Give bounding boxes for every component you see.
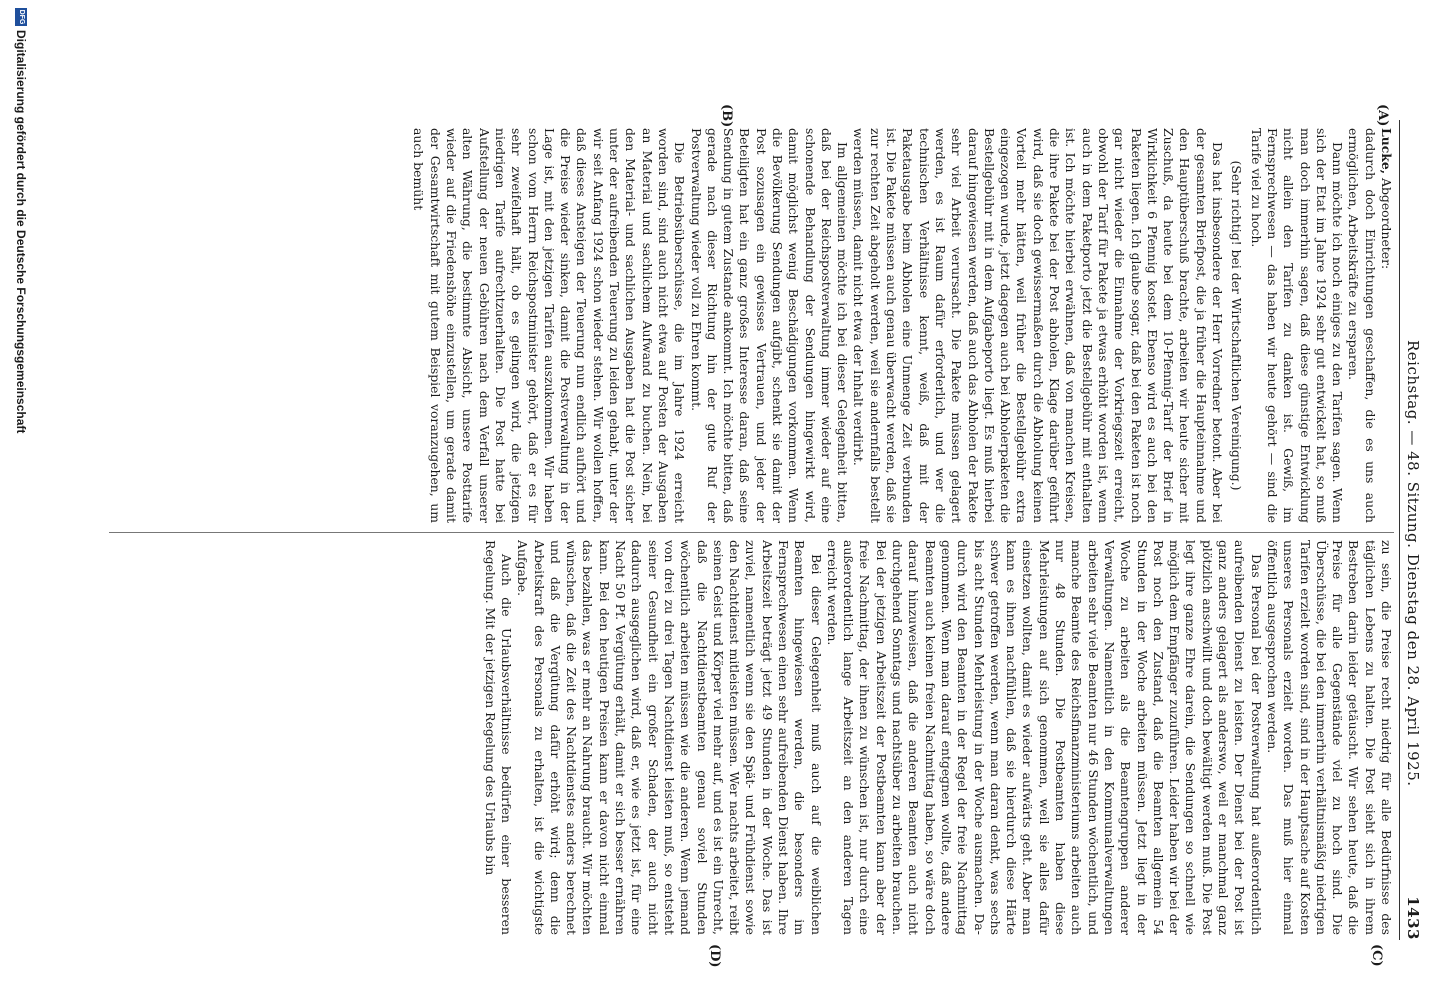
column-divider	[109, 532, 1394, 533]
page-header	[1400, 120, 1426, 940]
dfg-logo: DFG	[15, 8, 27, 26]
paragraph: dadurch doch Einrichtungen geschaffen, die es uns auch ermöglichen, Arbeitskräfte zu ersparen.	[1346, 128, 1378, 523]
margin-marker-d: (D)	[707, 944, 722, 968]
paragraph: Das hat insbesondere der Herr Vorredner betont. Aber bei der gesamten Briefpost, die ja früher die Haupteinnahme und den Hauptüberschuß brachte, arbeiten wir heute sicher mit Zuschuß, da heute bei dem 10-Pfennig-Tarif der Brief in Wirklichkeit 6 Pfennig kostet. Ebenso wird es auch bei den Paketen liegen. Ich glaube sogar, daß bei den Paketen ist noch gar nicht wieder die Einnahme der Vorkriegszeit erreicht, obwohl der Tarif für Pakete ja etwas erhöht worden ist, wenn auch in dem Paketporto jetzt die Bestellgebühr mit enthalten ist. Ich möchte hierbei erwähnen, daß von manchen Kreisen, die ihre Pakete bei der Post abholen, Klage darüber geführt wird, daß sie doch gewissermaßen durch die Abholung keinen Vorteil mehr hätten, weil früher die Bestellgebühr extra eingezogen wurde, jetzt dagegen auch bei Abholerpaketen die Bestellgebühr mit in dem Aufgabeporto liegt. Es muß hierbei darauf hingewiesen werden, daß auch das Abholen der Pakete sehr viel Arbeit verursacht. Die Pakete müssen gelagert werden, es ist Raum dafür erforderlich, und wer die technischen Verhältnisse kennt, weiß, daß mit der Paketausgabe beim Abholen eine Unmenge Zeit verbunden ist. Die Pakete müssen auch genau überwacht werden, daß sie zur rechten Zeit abgeholt werden, weil sie andernfalls bestellt werden müssen, damit nicht etwa der Inhalt verdirbt.	[851, 128, 1226, 523]
right-column	[109, 540, 1394, 935]
interjection: (Sehr richtig! bei der Wirtschaftlichen Vereinigung.)	[1229, 160, 1245, 491]
running-title: Reichstag. — 48. Sitzung. Dienstag den 28. April 1925.	[1404, 340, 1422, 787]
speaker-line	[1378, 128, 1394, 523]
paragraph: Das Personal bei der Postverwaltung hat außerordentlich aufreibenden Dienst zu leisten. Der Dienst bei der Post ist ganz anders gelagert als anderswo, weil er manchmal ganz plötzlich anschwillt und doch bewältigt werden muß. Die Post legt ihre ganze Ehre darein, die Sendungen so schnell wie möglich dem Empfänger zuzuführen. Leider haben wir bei der Post noch den Zustand, daß die Beamten allgemein 54 Stunden in der Woche arbeiten müssen. Jetzt liegt in der Woche zu arbeiten als die Beamtengruppen anderer Verwaltungen. Namentlich in den Kommunalverwaltungen arbeiten sehr viele Beamten nur 46 Stunden wöchentlich, und manche Beamte des Reichsfinanzministeriums arbeiten auch nur 48 Stunden. Die Postbeamten haben diese Mehrleistungen auf sich genommen, weil sie alles dafür einsetzen wollten, damit es wieder aufwärts geht. Aber man kann es ihnen nachfühlen, daß sie hierdurch diese Härte schwer getroffen werden, wenn man daran denkt, was sechs bis acht Stunden Mehrleistung in der Woche ausmachen. Da-durch wird den Beamten in der Regel der freie Nachmittag genommen. Wenn man darauf entgegnen wollte, daß andere Beamten auch keinen freien Nachmittag haben, so wäre doch darauf hinzuweisen, daß die anderen Beamten auch nicht durchgehend Sonntags und nachtsüber zu arbeiten brauchen. Bei der jetzigen Arbeitszeit der Postbeamten kann aber der freie Nachmittag, der ihnen zu wünschen ist, nur durch eine außerordentlich lange Arbeitszeit an den anderen Tagen erreicht werden.	[824, 540, 1264, 935]
margin-marker-a: (A)	[1375, 104, 1390, 127]
header-rule	[1399, 120, 1400, 940]
paragraph: zu sein, die Preise recht niedrig für alle Bedürfnisse des täglichen Lebens zu halten. Die Post sieht sich in ihrem Bestreben darin leider getäuscht. Wir sehen heute, daß die Preise für alle Gegenstände viel zu hoch sind. Die Überschüsse, die bei den immerhin verhältnismäßig niedrigen Tarifen erzielt worden sind, sind in der Hauptsache auf Kosten unseres Personals erzielt worden. Das muß hier einmal öffentlich ausgesprochen werden.	[1264, 540, 1394, 935]
paragraph: Die Betriebsüberschüsse, die im Jahre 1924 erreicht worden sind, sind auch nicht etwa auf Posten der Ausgaben an Material und sachlichem Aufwand zu buchen. Nein, bei den Material- und sachlichen Ausgaben hat die Post sicher unter der aufreibenden Teuerung zu leiden gehabt, unter der wir seit Anfang 1924 schon wieder stehen. Wir wollen hoffen, daß dieses Ansteigen der Teuerung nun endlich aufhört und die Preise wieder sinken, damit die Postverwaltung in der Lage ist, mit den jetzigen Tarifen auszukommen. Wir haben schon vom Herrn Reichspostminister gehört, daß er es für sehr zweifelhaft hält, ob es gelingen wird, die jetzigen niedrigen Tarife aufrechtzuerhalten. Die Post hatte bei Aufstellung der neuen Gebühren nach dem Verfall unserer alten Währung, die bestimmte Absicht, unsere Posttarife wieder auf die Friedenshöhe einzustellen, um gerade damit der Gesamtwirtschaft mit gutem Beispiel voranzugehen, um auch bemüht	[411, 128, 688, 523]
paragraph: Bei dieser Gelegenheit muß auch auf die weiblichen Beamten hingewiesen werden, die besonders im Fernsprechwesen einen sehr aufreibenden Dienst haben. Ihre Arbeitszeit beträgt jetzt 49 Stunden in der Woche. Das ist zuviel, namentlich wenn sie den Spät- und Frühdienst sowie den Nachtdienst mitleisten müssen. Wer nachts arbeitet, reibt seinen Geist und Körper viel mehr auf, und es ist ein Unrecht, daß die Nachtdienstbeamten genau soviel Stunden wöchentlich arbeiten müssen wie die anderen. Wenn jemand von drei zu drei Tagen Nachtdienst leisten muß, so entsteht seiner Gesundheit ein großer Schaden, der auch nicht dadurch ausgeglichen wird, daß er, wie es jetzt ist, für eine Nacht 50 Pf. Vergütung erhält, damit er sich besser ernähren kann. Bei den heutigen Preisen kann er davon nicht einmal das bezahlen, was er mehr an Nahrung braucht. Wir möchten wünschen, daß die Zeit des Nachtdienstes anders berechnet und daß die Vergütung dafür erhöht wird; denn die Arbeitskraft des Personals zu erhalten, ist die wichtigste Aufgabe.	[515, 540, 824, 935]
paragraph: Im allgemeinen möchte ich bei dieser Gelegenheit bitten, daß bei der Reichspostverwaltung immer wieder auf eine schonende Behandlung der Sendungen hingewirkt wird, damit möglichst wenig Beschädigungen vorkommen. Wenn die Bevölkerung Sendungen aufgibt, schenkt sie damit der Post sozusagen ein gewisses Vertrauen, und jeder der Beteiligten hat ein ganz großes Interesse daran, daß seine Sendung in gutem Zustande ankommt. Ich möchte bitten, daß gerade nach dieser Richtung hin der gute Ruf der Postverwaltung wieder voll zu Ehren kommt.	[688, 128, 851, 523]
margin-marker-c: (C)	[1369, 944, 1384, 967]
speaker-name: Lucke,	[1379, 128, 1394, 175]
digitization-credit	[9, 0, 29, 1000]
page-number: 1433	[1404, 896, 1422, 940]
margin-marker-b: (B)	[719, 104, 734, 128]
paragraph: Dann möchte ich noch einiges zu den Tarifen sagen. Wenn sich der Etat im Jahre 1924 sehr gut entwickelt hat, so muß man doch immerhin sagen, daß diese günstige Entwicklung nicht allein den Tarifen zu danken ist. Gewiß, im Fernsprechwesen — das haben wir heute gehört — sind die Tarife viel zu hoch.	[1248, 128, 1346, 523]
speaker-note: Abgeordneter:	[1379, 178, 1394, 270]
left-column	[109, 128, 1394, 523]
credit-text: Digitalisierung gefördert durch die Deutsche Forschungsgemeinschaft	[14, 30, 28, 434]
paragraph: Auch die Urlaubsverhältnisse bedürfen einer besseren Regelung. Mit der jetzigen Regelung des Urlaubs bin	[482, 540, 514, 935]
